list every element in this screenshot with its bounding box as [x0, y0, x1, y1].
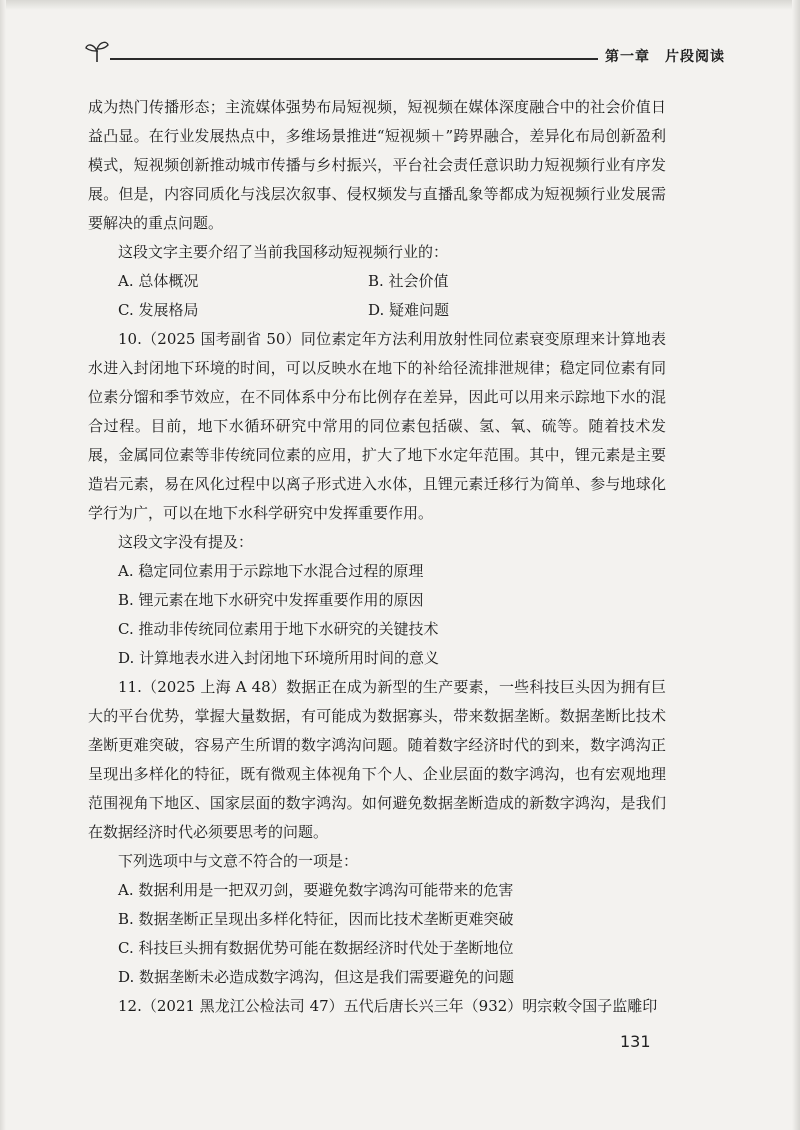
passage-continued: 成为热门传播形态；主流媒体强势布局短视频，短视频在媒体深度融合中的社会价值日益凸显。在行业发展热点中，多维场景推进“短视频＋”跨界融合，差异化布局创新盈利模式，短视频创新推动城市传播与乡村振兴，平台社会责任意识助力短视频行业有序发展。但是，内容同质化与浅层次叙事、侵权频发与直播乱象等都成为短视频行业发展需要解决的重点问题。 — [88, 98, 666, 232]
option-d: D. 数据垄断未必造成数字鸿沟，但这是我们需要避免的问题 — [118, 968, 515, 986]
sprout-icon — [84, 38, 110, 64]
page-number: 131 — [620, 1032, 651, 1051]
option-d: D. 疑难问题 — [368, 301, 450, 319]
option-d: D. 计算地表水进入封闭地下环境所用时间的意义 — [118, 649, 440, 667]
page-header — [80, 38, 725, 68]
question-11-stem: 下列选项中与文意不符合的一项是： — [118, 852, 359, 870]
option-c: C. 发展格局 — [118, 301, 199, 319]
header-rule — [110, 58, 598, 60]
question-10-stem: 这段文字没有提及： — [118, 533, 254, 551]
option-b: B. 数据垄断正呈现出多样化特征，因而比技术垄断更难突破 — [118, 910, 514, 928]
chapter-title: 第一章 片段阅读 — [605, 49, 725, 65]
question-stem: 这段文字主要介绍了当前我国移动短视频行业的： — [118, 243, 449, 261]
option-row — [88, 296, 666, 325]
scan-edge-left — [0, 0, 6, 1130]
question-10-passage: 10.（2025 国考副省 50）同位素定年方法利用放射性同位素衰变原理来计算地表水进入封闭地下环境的时间，可以反映水在地下的补给径流排泄规律；稳定同位素有同位素分馏和季节效应，在不同体系中分布比例存在差异，因此可以用来示踪地下水的混合过程。目前，地下水循环研究中常用的同位素包括碳、氢、氧、硫等。随着技术发展，金属同位素等非传统同位素的应用，扩大了地下水定年范围。其中，锂元素是主要造岩元素，易在风化过程中以离子形式进入水体，且锂元素迁移行为简单、参与地球化学行为广，可以在地下水科学研究中发挥重要作用。 — [88, 330, 666, 522]
option-a: A. 数据利用是一把双刃剑，要避免数字鸿沟可能带来的危害 — [118, 881, 514, 899]
option-b: B. 社会价值 — [368, 272, 449, 290]
page-content — [88, 93, 666, 1021]
question-12-passage: 12.（2021 黑龙江公检法司 47）五代后唐长兴三年（932）明宗敕令国子监雕印 — [118, 997, 658, 1015]
option-a: A. 稳定同位素用于示踪地下水混合过程的原理 — [118, 562, 424, 580]
option-a: A. 总体概况 — [118, 272, 199, 290]
option-b: B. 锂元素在地下水研究中发挥重要作用的原因 — [118, 591, 424, 609]
scan-edge-top — [0, 0, 800, 10]
scan-edge-right — [792, 0, 800, 1130]
option-c: C. 推动非传统同位素用于地下水研究的关键技术 — [118, 620, 439, 638]
option-row — [88, 267, 666, 296]
option-c: C. 科技巨头拥有数据优势可能在数据经济时代处于垄断地位 — [118, 939, 514, 957]
question-11-passage: 11.（2025 上海 A 48）数据正在成为新型的生产要素，一些科技巨头因为拥有巨大的平台优势，掌握大量数据，有可能成为数据寡头，带来数据垄断。数据垄断比技术垄断更难突破，容易产生所谓的数字鸿沟问题。随着数字经济时代的到来，数字鸿沟正呈现出多样化的特征，既有微观主体视角下个人、企业层面的数字鸿沟，也有宏观地理范围视角下地区、国家层面的数字鸿沟。如何避免数据垄断造成的新数字鸿沟，是我们在数据经济时代必须要思考的问题。 — [88, 678, 666, 841]
